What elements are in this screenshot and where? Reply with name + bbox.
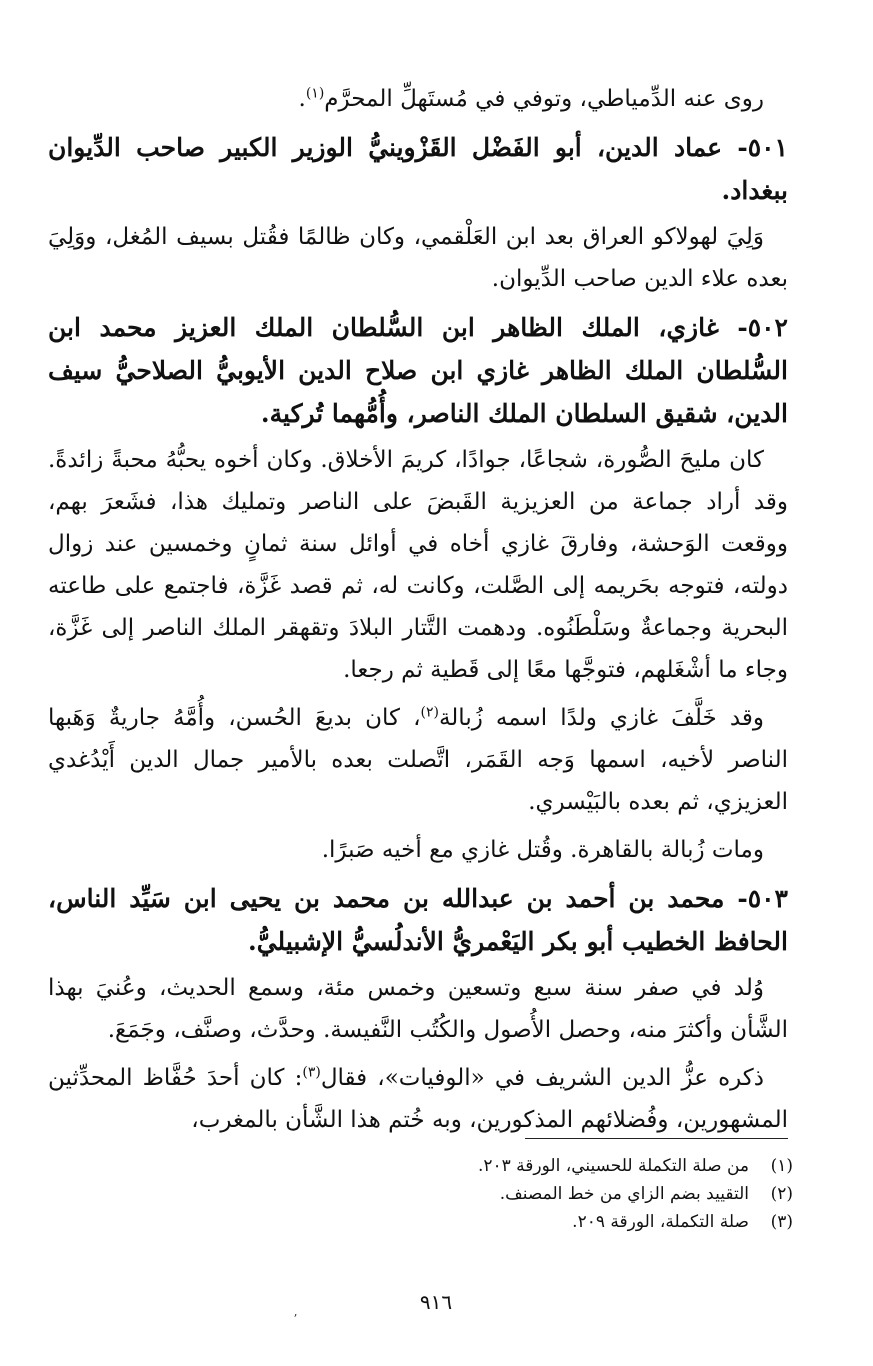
scan-speck: ʼ <box>293 1312 297 1326</box>
footnote-3 <box>48 1208 793 1236</box>
footnotes <box>48 1152 793 1236</box>
entry-503-paragraph-2 <box>48 1057 788 1141</box>
entry-502-paragraph-2-start: وقد خَلَّفَ غازي ولدًا اسمه زُبالة <box>438 705 764 731</box>
footnote-ref-3: (٣) <box>302 1064 321 1081</box>
entry-502-paragraph-3: ومات زُبالة بالقاهرة. وقُتل غازي مع أخيه صَبرًا. <box>321 837 764 863</box>
entry-503-paragraph-2-start: ذكره عزُّ الدين الشريف في «الوفيات»، فقال <box>320 1065 764 1091</box>
footnote-3-marker: (٣) <box>770 1212 793 1232</box>
entry-503-paragraph-2-rest: : كان أحدَ حُفَّاظ المحدِّثين المشهورين، وفُضلائهم المذكورين، وبه خُتم هذا الشَّأن بالمغرب، <box>48 1065 788 1133</box>
footnote-2-marker: (٢) <box>770 1184 793 1204</box>
entry-503-paragraph-1: وُلد في صفر سنة سبع وتسعين وخمس مئة، وسمع الحديث، وعُنيَ بهذا الشَّأن وأكثرَ منه، وحصل الأُصول والكُتُب النَّفيسة. وحدَّث، وصنَّف، وجَمَعَ. <box>48 975 788 1043</box>
entry-502-paragraph-2 <box>48 697 788 823</box>
footnote-3-text: صلة التكملة، الورقة ٢٠٩. <box>572 1212 749 1232</box>
entry-503-heading: ٥٠٣- محمد بن أحمد بن عبدالله بن محمد بن يحيى ابن سَيِّد الناس، الحافظ الخطيب أبو بكر اليَعْمريُّ الأندلُسيُّ الإشبيليُّ. <box>48 884 788 956</box>
footnote-ref-2: (٢) <box>420 704 439 721</box>
entry-502-heading: ٥٠٢- غازي، الملك الظاهر ابن السُّلطان الملك العزيز محمد ابن السُّلطان الملك الظاهر غازي ابن صلاح الدين الأيوبيُّ الصلاحيُّ سيف الدين، شقيق السلطان الملك الناصر، وأُمُّهما تُركية. <box>48 313 788 428</box>
main-text <box>48 78 788 1147</box>
entry-501-text: وَلِيَ لهولاكو العراق بعد ابن العَلْقمي، وكان ظالمًا فقُتل بسيف المُغل، ووَلِيَ بعده علاء الدين صاحب الدِّيوان. <box>48 224 788 292</box>
footnote-2-text: التقييد بضم الزاي من خط المصنف. <box>499 1184 749 1204</box>
footnote-ref-1: (١) <box>305 85 325 102</box>
entry-502-paragraph-1: كان مليحَ الصُّورة، شجاعًا، جوادًا، كريمَ الأخلاق. وكان أخوه يحبُّهُ محبةً زائدةً. وقد أراد جماعة من العزيزية القَبضَ على الناصر وتمليك هذا، فشَعرَ بهم، ووقعت الوَحشة، وفارقَ غازي أخاه في أوائل سنة ثمانٍ وخمسين عند زوال دولته، فتوجه بحَريمه إلى الصَّلت، وكانت له، ثم قصد غَزَّة، فاجتمع على طاعته البحرية وجماعةٌ وسَلْطَنُوه. ودهمت التَّتار البلادَ وتقهقر الملك الناصر إلى غَزَّة، وجاء ما أشْغَلهم، فتوجَّها معًا إلى قَطية ثم رجعا. <box>48 447 788 683</box>
intro-paragraph <box>48 78 788 120</box>
footnote-2 <box>48 1180 793 1208</box>
footnote-1-text: من صلة التكملة للحسيني، الورقة ٢٠٣. <box>477 1156 749 1176</box>
footnote-1-marker: (١) <box>770 1156 793 1176</box>
entry-502-paragraph-2-rest: ، كان بديعَ الحُسن، وأُمَّهُ جاريةٌ وَهَبها الناصر لأخيه، اسمها وَجه القَمَر، اتَّصلت بعده بالأمير جمال الدين أَيْدُغدي العزيزي، ثم بعده بالبَيْسري. <box>48 705 788 815</box>
entry-501-heading: ٥٠١- عماد الدين، أبو الفَضْل القَزْوينيُّ الوزير الكبير صاحب الدِّيوان ببغداد. <box>48 133 788 205</box>
footnote-1 <box>48 1152 793 1180</box>
intro-end: . <box>298 86 306 112</box>
intro-text: روى عنه الدِّمياطي، وتوفي في مُستَهلِّ المحرَّم <box>324 86 764 112</box>
footnote-divider <box>525 1138 788 1139</box>
page-number: ٩١٦ <box>419 1290 453 1314</box>
